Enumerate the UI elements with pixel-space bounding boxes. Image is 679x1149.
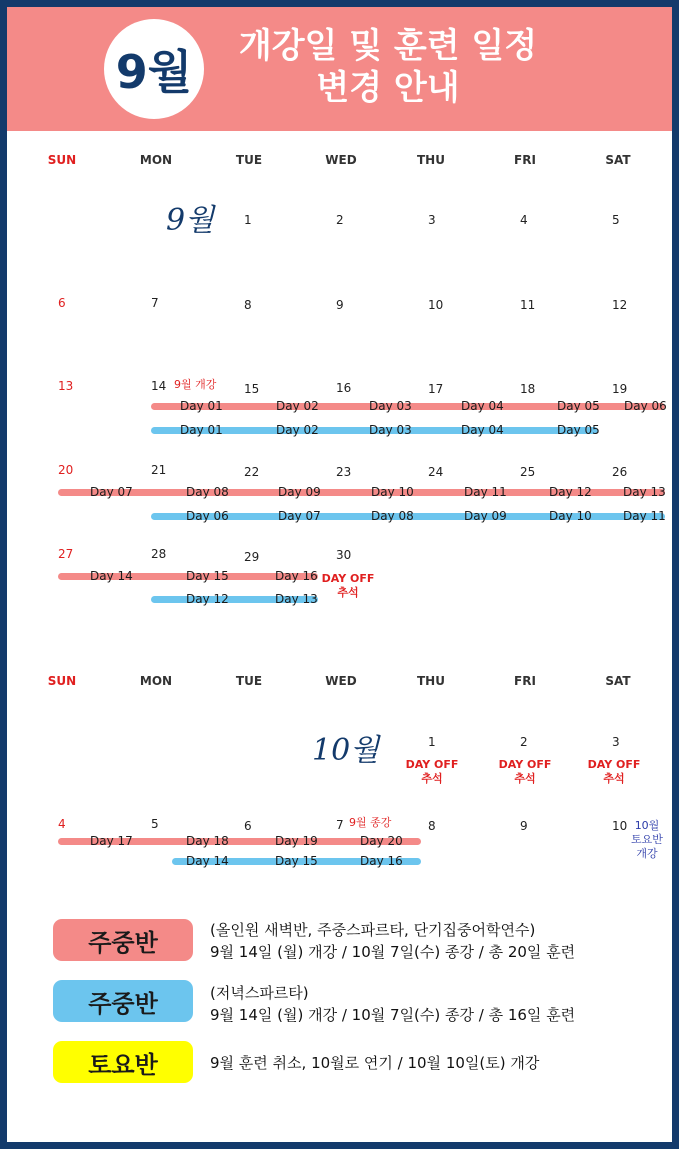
date-cell: 5 — [151, 817, 159, 831]
day-label: Day 01 — [180, 423, 223, 437]
day-label: Day 15 — [275, 854, 318, 868]
chuseok-label: 추석 — [421, 772, 443, 785]
day-label: Day 07 — [278, 509, 321, 523]
day-label: Day 09 — [278, 485, 321, 499]
legend-pill-saturday: 토요반 — [53, 1041, 193, 1083]
date-cell: 7 — [151, 296, 159, 310]
legend-weekday-line1: (올인원 새벽반, 주중스파르타, 단기집중어학연수) — [210, 921, 536, 939]
date-cell: 26 — [612, 465, 628, 479]
date-cell: 19 — [612, 382, 628, 396]
date-cell: 3 — [428, 213, 436, 227]
legend-pill-weekday: 주중반 — [53, 919, 193, 961]
day-label: Day 08 — [186, 485, 229, 499]
day-label: Day 18 — [186, 834, 229, 848]
date-cell: 1 — [428, 735, 436, 749]
legend-saturday-line1: 9월 훈련 취소, 10월로 연기 / 10월 10일(토) 개강 — [210, 1054, 540, 1072]
date-cell: 12 — [612, 298, 628, 312]
date-cell: 30 — [336, 548, 352, 562]
date-cell: 18 — [520, 382, 536, 396]
dayoff-label: DAY OFF — [587, 758, 641, 771]
date-cell: 8 — [244, 298, 252, 312]
day-label: Day 09 — [464, 509, 507, 523]
weekday-thu: THU — [417, 674, 445, 688]
day-label: Day 19 — [275, 834, 318, 848]
date-cell: 7 — [336, 818, 344, 832]
weekday-mon: MON — [139, 153, 173, 167]
date-cell: 3 — [612, 735, 620, 749]
weekday-tue: TUE — [235, 153, 263, 167]
day-label: Day 06 — [186, 509, 229, 523]
chuseok-label: 추석 — [603, 772, 625, 785]
weekday-thu: THU — [417, 153, 445, 167]
day-label: Day 13 — [275, 592, 318, 606]
day-label: Day 10 — [549, 509, 592, 523]
month-badge: 9월 — [104, 19, 204, 119]
page-subtitle: 변경 안내 — [316, 68, 460, 108]
dayoff-label: DAY OFF — [405, 758, 459, 771]
date-cell: 9 — [336, 298, 344, 312]
date-cell: 13 — [58, 379, 74, 393]
legend-evening-line2: 9월 14일 (월) 개강 / 10월 7일(수) 종강 / 총 16일 훈련 — [210, 1006, 576, 1024]
weekday-wed: WED — [325, 153, 357, 167]
day-label: Day 16 — [275, 569, 318, 583]
day-label: Day 05 — [557, 399, 600, 413]
date-cell: 14 — [151, 379, 167, 393]
date-cell: 9 — [520, 819, 528, 833]
weekday-sun: SUN — [47, 674, 77, 688]
date-cell: 6 — [244, 819, 252, 833]
dayoff-label: DAY OFF — [321, 572, 375, 585]
day-label: Day 13 — [623, 485, 666, 499]
day-label: Day 17 — [90, 834, 133, 848]
date-cell: 4 — [58, 817, 66, 831]
day-label: Day 14 — [186, 854, 229, 868]
date-cell: 17 — [428, 382, 444, 396]
date-cell: 15 — [244, 382, 260, 396]
october-script-label: 10월 — [312, 733, 380, 768]
open-note: 9월 개강 — [174, 378, 217, 391]
date-cell: 25 — [520, 465, 536, 479]
saturday-class-note: 10월 — [634, 819, 660, 832]
day-label: Day 11 — [623, 509, 666, 523]
chuseok-label: 추석 — [337, 586, 359, 599]
date-cell: 2 — [336, 213, 344, 227]
date-cell: 27 — [58, 547, 74, 561]
date-cell: 29 — [244, 550, 260, 564]
weekday-wed: WED — [325, 674, 357, 688]
day-label: Day 14 — [90, 569, 133, 583]
saturday-class-note: 토요반 — [631, 833, 663, 846]
chuseok-label: 추석 — [514, 772, 536, 785]
weekday-sun: SUN — [47, 153, 77, 167]
date-cell: 11 — [520, 298, 536, 312]
date-cell: 8 — [428, 819, 436, 833]
date-cell: 16 — [336, 381, 352, 395]
date-cell: 2 — [520, 735, 528, 749]
date-cell: 23 — [336, 465, 352, 479]
date-cell: 10 — [428, 298, 444, 312]
day-label: Day 10 — [371, 485, 414, 499]
day-label: Day 02 — [276, 399, 319, 413]
day-label: Day 05 — [557, 423, 600, 437]
day-label: Day 03 — [369, 423, 412, 437]
september-script-label: 9월 — [166, 203, 215, 238]
date-cell: 4 — [520, 213, 528, 227]
date-cell: 24 — [428, 465, 444, 479]
dayoff-label: DAY OFF — [498, 758, 552, 771]
day-label: Day 07 — [90, 485, 133, 499]
date-cell: 28 — [151, 547, 167, 561]
weekday-fri: FRI — [514, 153, 536, 167]
weekday-sat: SAT — [605, 153, 631, 167]
weekday-fri: FRI — [514, 674, 536, 688]
weekday-tue: TUE — [235, 674, 263, 688]
day-label: Day 06 — [624, 399, 667, 413]
day-label: Day 12 — [549, 485, 592, 499]
close-note: 9월 종강 — [349, 816, 392, 829]
date-cell: 10 — [612, 819, 628, 833]
day-label: Day 15 — [186, 569, 229, 583]
day-label: Day 04 — [461, 399, 504, 413]
date-cell: 1 — [244, 213, 252, 227]
saturday-class-note: 개강 — [636, 847, 658, 860]
day-label: Day 08 — [371, 509, 414, 523]
day-label: Day 11 — [464, 485, 507, 499]
legend-pill-evening: 주중반 — [53, 980, 193, 1022]
day-label: Day 20 — [360, 834, 403, 848]
page-title: 개강일 및 훈련 일정 — [238, 26, 538, 66]
day-label: Day 12 — [186, 592, 229, 606]
date-cell: 20 — [58, 463, 74, 477]
date-cell: 22 — [244, 465, 260, 479]
day-label: Day 01 — [180, 399, 223, 413]
date-cell: 21 — [151, 463, 167, 477]
legend-weekday-line2: 9월 14일 (월) 개강 / 10월 7일(수) 종강 / 총 20일 훈련 — [210, 943, 576, 961]
date-cell: 5 — [612, 213, 620, 227]
day-label: Day 03 — [369, 399, 412, 413]
date-cell: 6 — [58, 296, 66, 310]
day-label: Day 16 — [360, 854, 403, 868]
day-label: Day 04 — [461, 423, 504, 437]
day-label: Day 02 — [276, 423, 319, 437]
legend-evening-line1: (저녁스파르타) — [210, 984, 309, 1002]
weekday-mon: MON — [139, 674, 173, 688]
weekday-sat: SAT — [605, 674, 631, 688]
